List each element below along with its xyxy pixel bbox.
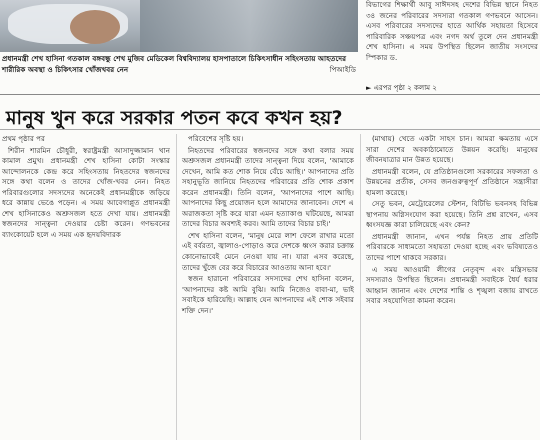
article-paragraph: নিহতদের পরিবারের স্বজনদের সঙ্গে কথা বলার সময় অশ্রুসজল প্রধানমন্ত্রী তাদের সান্ত্বনা দিয়ে বলেন, 'আমাকে দেখেন, আমি কত শোক নিয়ে বেঁচে আছি।' আপনাদের প্রতি সহানুভূতি জানিয়ে নিহতদের পরিবারের প্রতি শোক প্রকাশ করেন প্রধানমন্ত্রী। তিনি বলেন, 'আপনাদের পাশে আছি। আপনাদের কিছু প্রয়োজন হলে আমাদের জানাবেন। দেশে এ অরাজকতা সৃষ্টি করে যারা এমন হত্যাকাণ্ড ঘটিয়েছে, আমরা তাদের বিচার অবশ্যই করব। আমি তাদের বিচার চাই।' bbox=[182, 145, 354, 229]
divider-top bbox=[0, 94, 540, 95]
page-continuation-label: প্রথম পৃষ্ঠার পর bbox=[2, 134, 46, 143]
column-divider-1 bbox=[176, 134, 177, 440]
top-right-column-text: বিভাগের শিক্ষার্থী আবু সাঈদসহ দেশের বিভিন্ন স্থানে নিহত ৩৪ জনের পরিবারের সদস্যরা গতকাল গণভবনে আসেন। এসব পরিবারের সদস্যদের হাতে আর্থিক সহায়তা হিসেবে পারিবারিক সঞ্চয়পত্র এবং নগদ অর্থ তুলে দেন প্রধানমন্ত্রী শেখ হাসিনা। এ সময় উপস্থিত ছিলেন জাতীয় সংসদের স্পিকার ড. bbox=[366, 0, 538, 62]
article-paragraph: শিরীন শারমিন চৌধুরী, স্বরাষ্ট্রমন্ত্রী আসাদুজ্জামান খান কামাল প্রমুখ। প্রধানমন্ত্রী শেখ হাসিনা কোটা সংস্কার আন্দোলনকে কেন্দ্র করে সহিংসতায় নিহতদের স্বজনদের সঙ্গে কথা বলেন ও তাদের খোঁজ-খবর নেন। নিহত পরিবারগুলোর সদস্যদের অনেকেই প্রধানমন্ত্রীকে জড়িয়ে ধরে কান্নায় ভেঙে পড়েন। এ সময় আবেগাপ্লুত প্রধানমন্ত্রী শেখ হাসিনাকেও অশ্রুসজল হতে দেখা যায়। প্রধানমন্ত্রী স্বজনদের সান্ত্বনা দেওয়ার চেষ্টা করেন। গণভবনের ব্যাংকোয়েট হলে এ সময় এক হৃদয়বিদারক bbox=[2, 145, 170, 239]
photo-blanket-shape bbox=[140, 0, 358, 52]
article-column-3 bbox=[366, 134, 538, 308]
photo-credit: পিআইডি bbox=[329, 64, 356, 74]
article-paragraph: পরিবেশের সৃষ্টি হয়। bbox=[188, 134, 244, 143]
article-paragraph: সেতু ভবন, মেট্রোরেলের স্টেশন, বিটিভি ভবনসহ বিভিন্ন স্থাপনায় অগ্নিসংযোগ করা হয়েছে। তিনি প্রশ্ন রাখেন, এসব ধ্বংসযজ্ঞ কারা চালিয়েছে এবং কেন? bbox=[366, 199, 538, 230]
news-photo bbox=[0, 0, 358, 52]
article-paragraph: প্রধানমন্ত্রী জানান, এখন পর্যন্ত নিহত প্রায় প্রতিটি পরিবারকে সাধ্যমতো সহায়তা দেওয়া হচ্ছে এবং ভবিষ্যতেও তাদের পাশে থাকবে সরকার। bbox=[366, 231, 538, 263]
article-paragraph: এ সময় আওয়ামী লীগের নেতৃবৃন্দ এবং মন্ত্রিসভার সদস্যরাও উপস্থিত ছিলেন। প্রধানমন্ত্রী সবাইকে ধৈর্য ধরার আহ্বান জানান এবং দেশের শান্তি ও শৃঙ্খলা বজায় রাখতে সবার সহযোগিতা কামনা করেন। bbox=[366, 264, 538, 306]
divider-headline bbox=[0, 129, 540, 130]
article-headline: মানুষ খুন করে সরকার পতন কবে কখন হয়? bbox=[6, 107, 343, 129]
article-paragraph: (মাথায়) খেতে একটা সাহস চান। আমরা ক্ষমতায় এসে সারা দেশের অবকাঠামোতে উন্নয়ন করেছি। মানুষের জীবনযাত্রার মান উন্নত হয়েছে। bbox=[366, 134, 538, 165]
photo-patient-shape bbox=[70, 10, 120, 44]
column-divider-2 bbox=[360, 134, 361, 440]
article-column-1 bbox=[2, 134, 170, 241]
photo-caption bbox=[2, 54, 356, 75]
continued-reference: ► এরপর পৃষ্ঠা ২ কলাম ২ bbox=[366, 84, 437, 92]
article-paragraph: শেখ হাসিনা বলেন, 'মানুষ মেরে লাশ ফেলে রাখার মতো এই বর্বরতা, জ্বালাও-পোড়াও করে দেশকে ধ্বংস করার চক্রান্ত কোনোভাবেই মেনে নেওয়া যায় না। যারা এসব করেছে, তাদের খুঁজে বের করে বিচারের আওতায় আনা হবে।' bbox=[182, 230, 354, 272]
article-paragraph: স্বজন হারানো পরিবারের সদস্যদের শেখ হাসিনা বলেন, 'আপনাদের কষ্ট আমি বুঝি। আমি নিজেও বাবা-মা, ভাই সবাইকে হারিয়েছি। আল্লাহ যেন আপনাদের এই শোক সইবার শক্তি দেন।' bbox=[182, 274, 354, 315]
article-column-2 bbox=[182, 134, 354, 317]
article-paragraph: প্রধানমন্ত্রী বলেন, যে প্রতিষ্ঠানগুলো সরকারের সফলতা ও উন্নয়নের প্রতীক, সেসব জনগুরুত্বপূর্ণ প্রতিষ্ঠানে সন্ত্রাসীরা হামলা করেছে। bbox=[366, 166, 538, 197]
photo-caption-text: প্রধানমন্ত্রী শেখ হাসিনা গতকাল বঙ্গবন্ধু শেখ মুজিব মেডিকেল বিশ্ববিদ্যালয় হাসপাতালে চিকিৎসাধীন সহিংসতায় আহতদের শারীরিক অবস্থা ও চিকিৎসার খোঁজখবর নেন bbox=[2, 54, 347, 74]
